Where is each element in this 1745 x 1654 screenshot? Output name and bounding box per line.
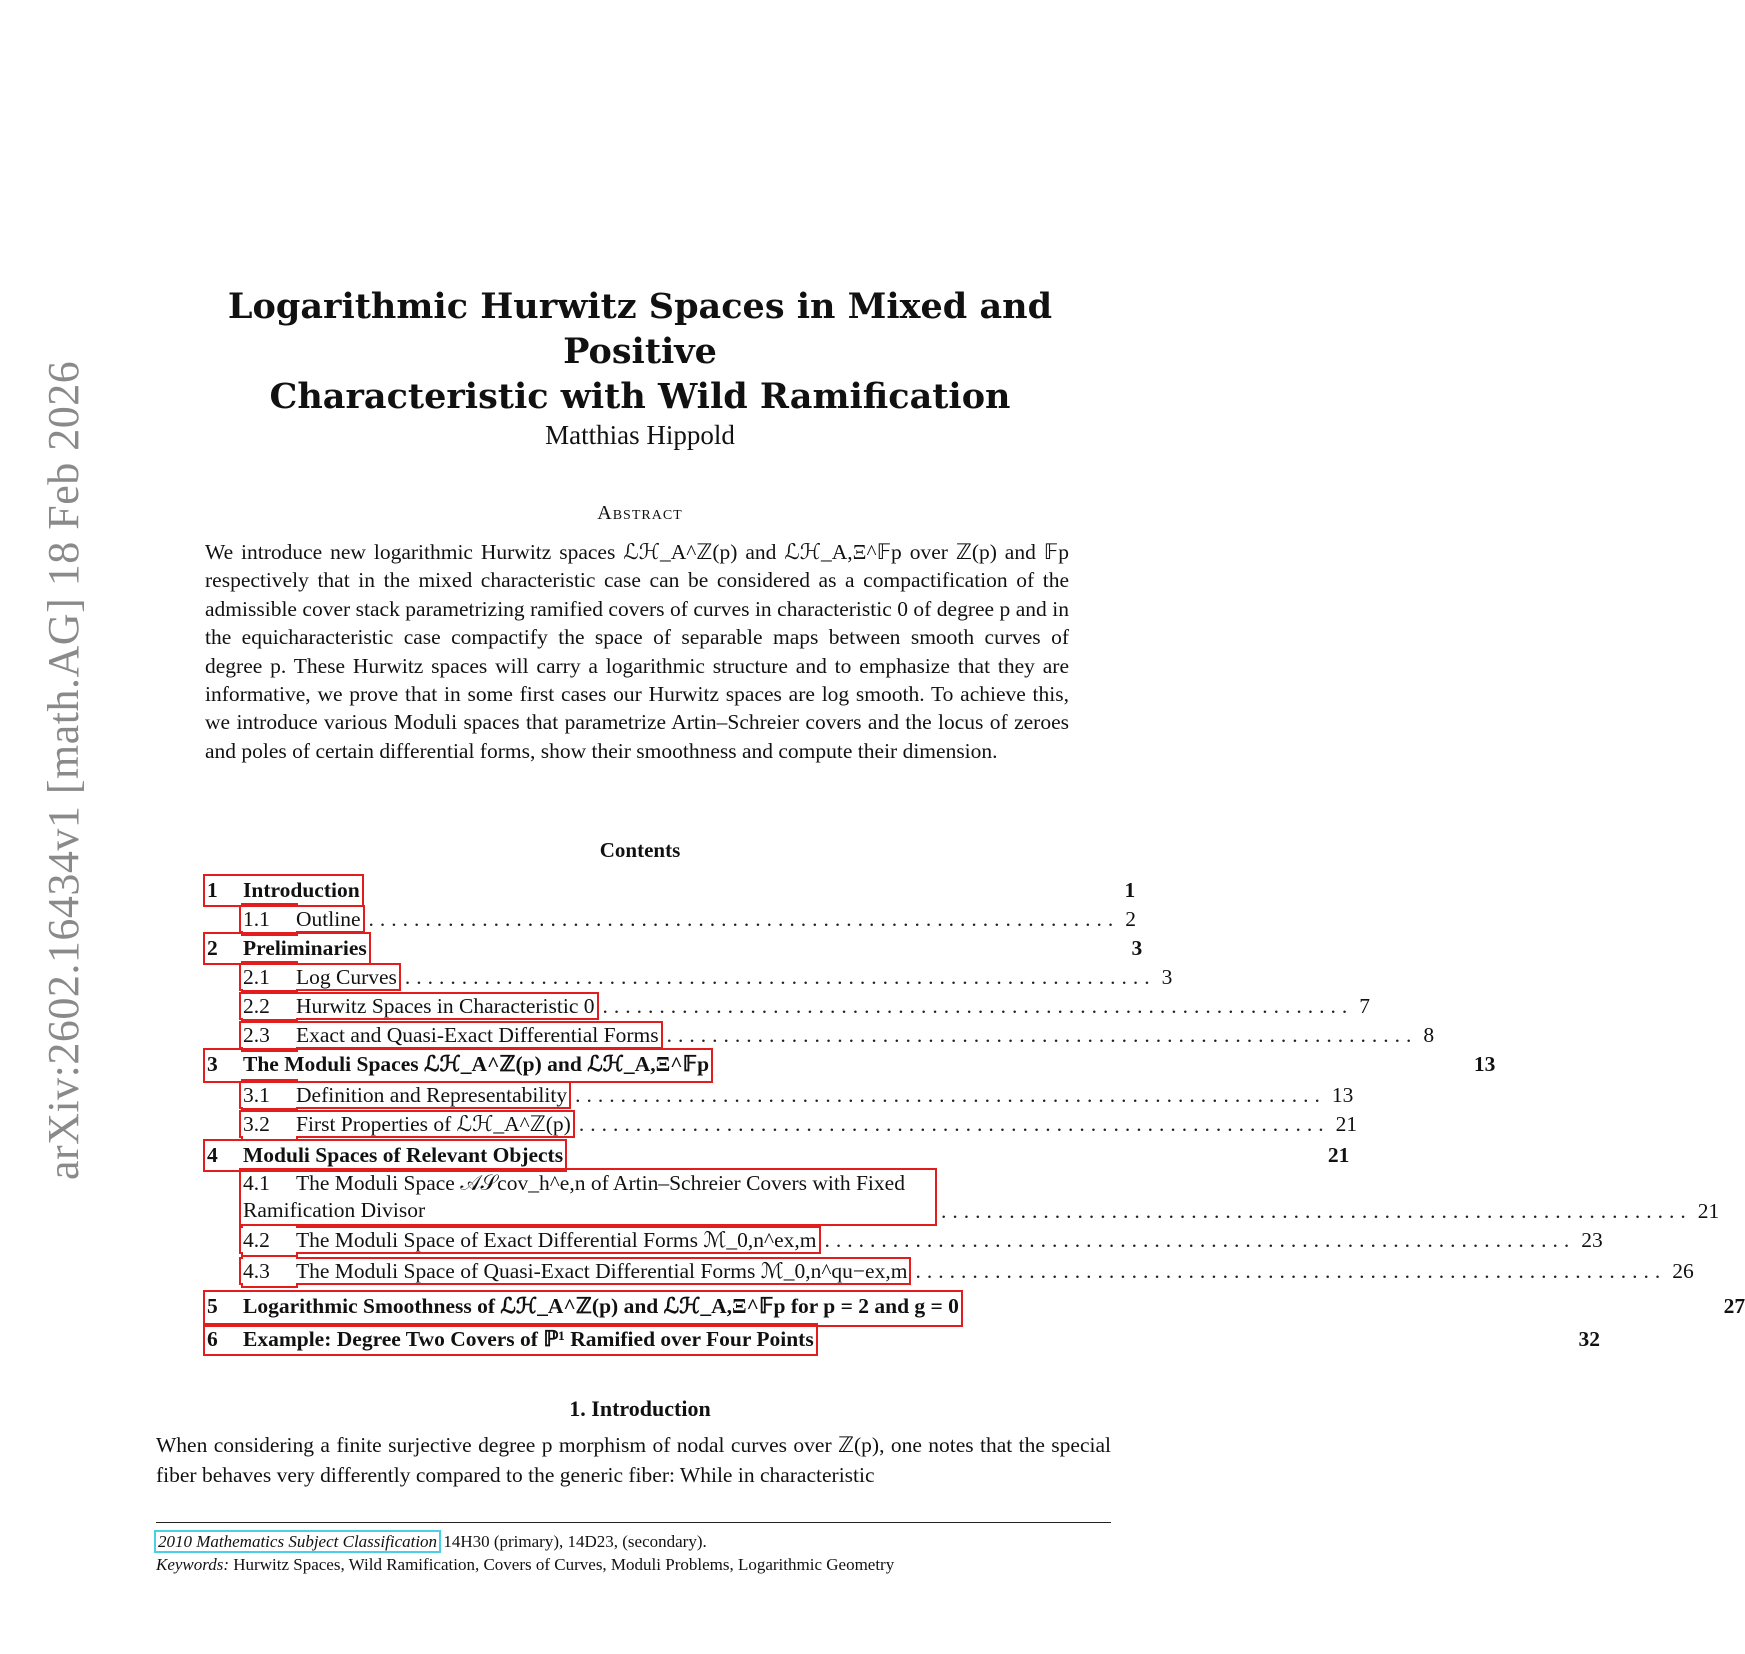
- toc-entry-6[interactable]: [205, 1325, 1600, 1354]
- toc-number: 3: [207, 1052, 218, 1076]
- title-line-1: Logarithmic Hurwitz Spaces in Mixed and Positive: [227, 286, 1053, 372]
- toc-entry-1[interactable]: [205, 876, 1136, 905]
- toc-page: 23: [1581, 1228, 1603, 1252]
- toc-number: 1: [207, 878, 218, 902]
- footnote-msc: [156, 1530, 1116, 1553]
- msc-value: 14H30 (primary), 14D23, (secondary).: [443, 1532, 707, 1551]
- toc-label: Introduction: [243, 878, 360, 902]
- toc-page: 21: [1335, 1112, 1358, 1136]
- toc-page: 21: [1327, 1143, 1350, 1167]
- toc-number: 4.1: [243, 1171, 270, 1195]
- toc-entry-4-2[interactable]: 4.2 The Moduli Space of Exact Differential Forms ℳ_0,n^ex,m .................................................................. 23: [205, 1226, 1069, 1257]
- toc-label: Definition and Representability: [296, 1083, 568, 1107]
- toc-label: The Moduli Space of Quasi-Exact Differential Forms ℳ_0,n^qu−ex,m: [296, 1259, 908, 1283]
- author-name: Matthias Hippold: [545, 420, 735, 450]
- toc-label: First Properties of ℒℋ_A^ℤ(p): [296, 1112, 571, 1136]
- toc-label: Preliminaries: [243, 936, 367, 960]
- toc-page: 26: [1672, 1259, 1694, 1283]
- toc-entry-5[interactable]: [205, 1292, 1745, 1325]
- toc-entry-3-1[interactable]: 3.1 Definition and Representability .................................................................. 13: [205, 1081, 1069, 1110]
- toc-page: 32: [1578, 1327, 1600, 1351]
- toc-number: 2.3: [243, 1023, 270, 1047]
- toc-label: Exact and Quasi-Exact Differential Forms: [296, 1023, 659, 1047]
- toc-number: 4.2: [243, 1228, 270, 1252]
- paper-title: [150, 284, 1130, 419]
- toc-number: 4.3: [243, 1259, 270, 1283]
- toc-number: 5: [207, 1294, 218, 1318]
- section-heading-introduction: 1. Introduction: [569, 1396, 711, 1421]
- toc-page: 7: [1359, 994, 1371, 1018]
- introduction-paragraph: When considering a finite surjective degree p morphism of nodal curves over ℤ(p), one notes that the special fiber behaves very differently compared to the generic fiber: While in characteristic: [156, 1433, 1111, 1487]
- toc-label: Example: Degree Two Covers of ℙ¹ Ramified over Four Points: [243, 1327, 814, 1351]
- toc-number: 2.1: [243, 965, 270, 989]
- toc-number: 2.2: [243, 994, 270, 1018]
- toc-entry-4-1[interactable]: 4.1 The Moduli Space 𝒜𝒮cov_h^e,n of Artin–Schreier Covers with Fixed Ramification Divisor .................................................................. 21: [205, 1170, 1069, 1226]
- footnote-keywords: [156, 1553, 1116, 1576]
- footnotes: [156, 1530, 1116, 1576]
- abstract-heading: Abstract: [597, 502, 683, 524]
- toc-number: 1.1: [243, 907, 270, 931]
- toc-entry-2-3[interactable]: 2.3 Exact and Quasi-Exact Differential Forms .................................................................. 8: [205, 1021, 1069, 1050]
- toc-page: 27: [1723, 1294, 1745, 1318]
- toc-label: The Moduli Space of Exact Differential Forms ℳ_0,n^ex,m: [296, 1228, 817, 1252]
- toc-entry-4-3[interactable]: 4.3 The Moduli Space of Quasi-Exact Differential Forms ℳ_0,n^qu−ex,m .................................................................. 26: [205, 1257, 1069, 1292]
- toc-entry-2[interactable]: [205, 934, 1143, 963]
- toc-label: Logarithmic Smoothness of ℒℋ_A^ℤ(p) and ℒℋ_A,Ξ^𝔽p for p = 2 and g = 0: [243, 1294, 959, 1318]
- contents-heading: Contents: [599, 838, 681, 862]
- toc-page: 2: [1125, 907, 1136, 931]
- keywords-value: Hurwitz Spaces, Wild Ramification, Covers of Curves, Moduli Problems, Logarithmic Geometry: [233, 1555, 895, 1574]
- toc-entry-2-1[interactable]: 2.1 Log Curves .................................................................. 3: [205, 963, 1069, 992]
- toc-label: The Moduli Spaces ℒℋ_A^ℤ(p) and ℒℋ_A,Ξ^𝔽p: [243, 1052, 710, 1076]
- toc-label: Hurwitz Spaces in Characteristic 0: [296, 994, 595, 1018]
- toc-number: 3.2: [243, 1112, 270, 1136]
- toc-page: 13: [1331, 1083, 1354, 1107]
- toc-entry-1-1[interactable]: 1.1 Outline .................................................................. 2: [205, 905, 1069, 934]
- toc-page: 3: [1161, 965, 1173, 989]
- toc-number: 2: [207, 936, 218, 960]
- table-of-contents: [205, 876, 1745, 1354]
- toc-label: Outline: [296, 907, 361, 931]
- toc-number: 4: [207, 1143, 218, 1167]
- toc-entry-3[interactable]: [205, 1050, 1496, 1081]
- toc-label: The Moduli Space 𝒜𝒮cov_h^e,n of Artin–Schreier Covers with Fixed Ramification Divisor: [243, 1171, 905, 1222]
- keywords-label: Keywords:: [156, 1555, 230, 1574]
- msc-link[interactable]: 2010 Mathematics Subject Classification: [158, 1532, 438, 1551]
- toc-label: Log Curves: [296, 965, 397, 989]
- toc-page: 1: [1124, 878, 1136, 902]
- toc-entry-2-2[interactable]: 2.2 Hurwitz Spaces in Characteristic 0 .................................................................. 7: [205, 992, 1069, 1021]
- abstract-body: We introduce new logarithmic Hurwitz spaces ℒℋ_A^ℤ(p) and ℒℋ_A,Ξ^𝔽p over ℤ(p) and 𝔽p respectively that in the mixed characteristic case can be considered as a compactification of the admissible cover stack parametrizing ramified covers of curves in characteristic 0 of degree p and in the equicharacteristic case compactify the space of separable maps between smooth curves of degree p. These Hurwitz spaces will carry a logarithmic structure and to emphasize that they are informative, we prove that in some first cases our Hurwitz spaces are log smooth. To achieve this, we introduce various Moduli spaces that parametrize Artin–Schreier covers and the locus of zeroes and poles of certain differential forms, show their smoothness and compute their dimension.: [205, 540, 1069, 763]
- toc-page: 3: [1131, 936, 1143, 960]
- toc-entry-4[interactable]: [205, 1141, 1350, 1170]
- toc-entry-3-2[interactable]: 3.2 First Properties of ℒℋ_A^ℤ(p) .................................................................. 21: [205, 1110, 1069, 1141]
- arxiv-identifier-stamp: arXiv:2602.16434v1 [math.AG] 18 Feb 2026: [39, 360, 88, 1180]
- toc-page: 21: [1697, 1199, 1720, 1223]
- toc-number: 3.1: [243, 1083, 270, 1107]
- toc-label: Moduli Spaces of Relevant Objects: [243, 1143, 564, 1167]
- title-line-2: Characteristic with Wild Ramification: [269, 376, 1011, 417]
- toc-page: 8: [1423, 1023, 1435, 1047]
- toc-number: 6: [207, 1327, 218, 1351]
- toc-page: 13: [1473, 1052, 1496, 1076]
- footnote-divider: [156, 1522, 1111, 1523]
